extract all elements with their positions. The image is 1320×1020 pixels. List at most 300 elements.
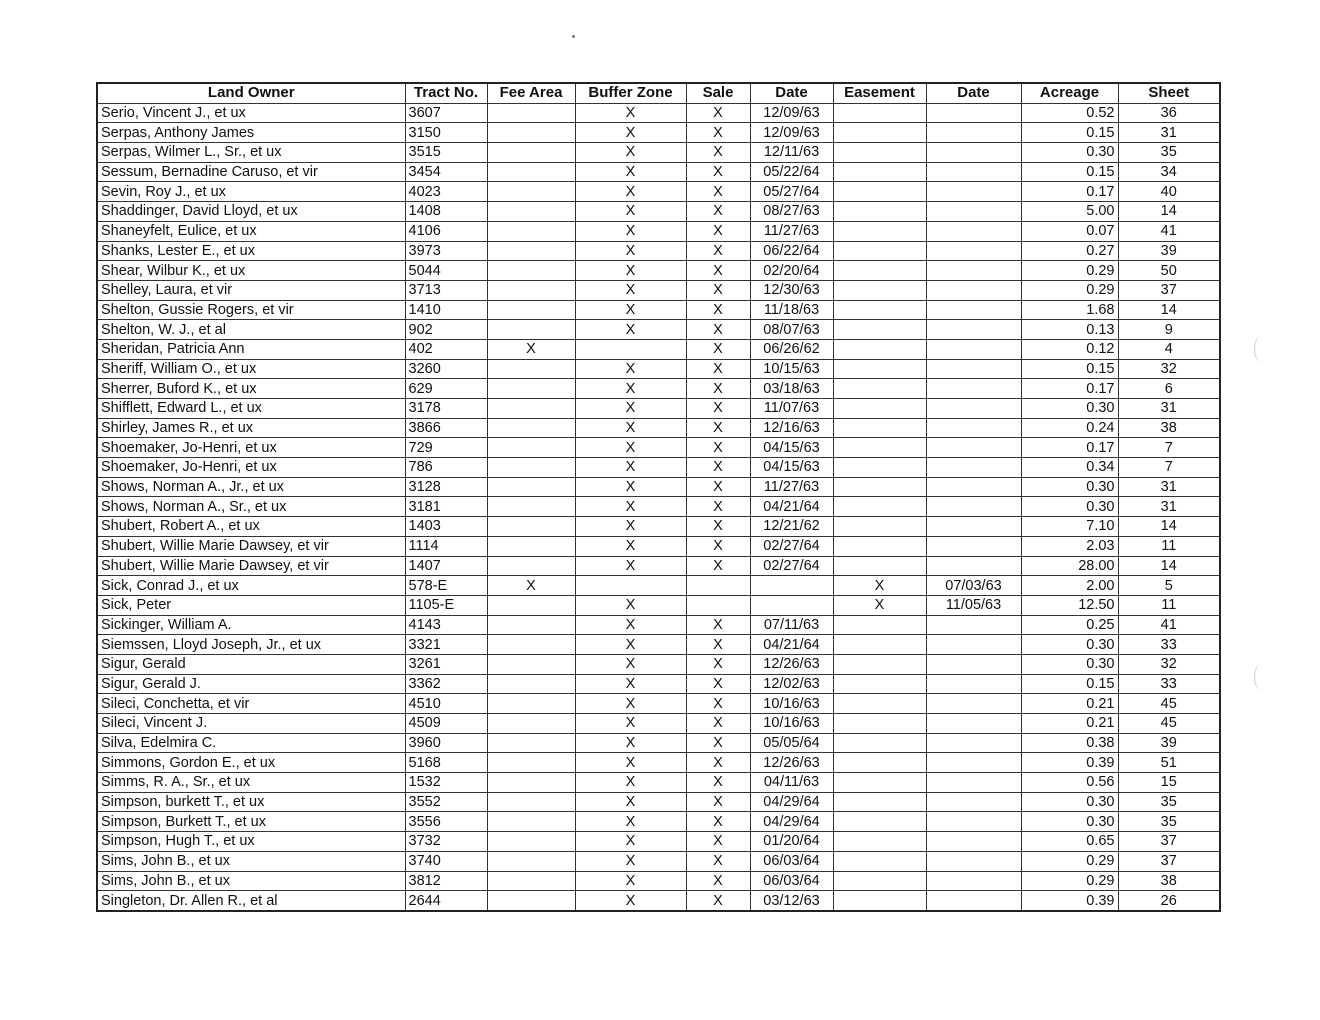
easement-date-cell <box>926 241 1021 261</box>
table-row <box>97 379 1220 399</box>
sale-cell: X <box>686 851 750 871</box>
table-row <box>97 103 1220 123</box>
fee-area-cell <box>487 399 575 419</box>
table-row <box>97 812 1220 832</box>
easement-date-cell <box>926 458 1021 478</box>
table-row <box>97 458 1220 478</box>
easement-cell <box>833 280 926 300</box>
sheet-cell: 41 <box>1118 615 1220 635</box>
sheet-cell: 7 <box>1118 458 1220 478</box>
sheet-cell: 31 <box>1118 477 1220 497</box>
tract-no-cell: 3128 <box>405 477 487 497</box>
sale-cell: X <box>686 477 750 497</box>
fee-area-cell <box>487 694 575 714</box>
sale-cell: X <box>686 792 750 812</box>
table-row <box>97 418 1220 438</box>
easement-cell <box>833 103 926 123</box>
sale-date-cell: 12/21/62 <box>750 517 833 537</box>
sheet-cell: 11 <box>1118 536 1220 556</box>
easement-cell <box>833 812 926 832</box>
sale-cell: X <box>686 714 750 734</box>
sale-cell: X <box>686 300 750 320</box>
table-row <box>97 162 1220 182</box>
tract-no-cell: 3556 <box>405 812 487 832</box>
fee-area-cell <box>487 261 575 281</box>
easement-cell <box>833 359 926 379</box>
sale-cell: X <box>686 359 750 379</box>
easement-date-cell <box>926 359 1021 379</box>
tract-no-cell: 1532 <box>405 773 487 793</box>
sale-cell: X <box>686 654 750 674</box>
sale-cell: X <box>686 261 750 281</box>
easement-cell <box>833 182 926 202</box>
land-owner-cell: Sims, John B., et ux <box>97 851 405 871</box>
easement-date-cell <box>926 202 1021 222</box>
sale-date-cell: 04/11/63 <box>750 773 833 793</box>
sheet-cell: 35 <box>1118 792 1220 812</box>
table-row <box>97 576 1220 596</box>
easement-cell: X <box>833 576 926 596</box>
acreage-cell: 2.03 <box>1021 536 1118 556</box>
sheet-cell: 39 <box>1118 733 1220 753</box>
acreage-cell: 0.25 <box>1021 615 1118 635</box>
fee-area-cell <box>487 320 575 340</box>
sheet-cell: 14 <box>1118 556 1220 576</box>
acreage-cell: 0.30 <box>1021 635 1118 655</box>
acreage-cell: 0.17 <box>1021 438 1118 458</box>
fee-area-cell <box>487 418 575 438</box>
tract-no-cell: 4106 <box>405 221 487 241</box>
buffer-zone-cell: X <box>575 399 686 419</box>
sale-cell: X <box>686 221 750 241</box>
easement-cell <box>833 123 926 143</box>
land-owner-cell: Siemssen, Lloyd Joseph, Jr., et ux <box>97 635 405 655</box>
land-owner-cell: Shaneyfelt, Eulice, et ux <box>97 221 405 241</box>
buffer-zone-cell: X <box>575 477 686 497</box>
sale-date-cell: 11/27/63 <box>750 221 833 241</box>
buffer-zone-cell: X <box>575 595 686 615</box>
sale-cell <box>686 576 750 596</box>
easement-cell <box>833 320 926 340</box>
col-tract-no: Tract No. <box>405 83 487 103</box>
tract-no-cell: 1105-E <box>405 595 487 615</box>
table-row <box>97 536 1220 556</box>
table-row <box>97 517 1220 537</box>
sale-date-cell: 04/15/63 <box>750 458 833 478</box>
fee-area-cell <box>487 891 575 911</box>
table-row <box>97 674 1220 694</box>
easement-date-cell <box>926 635 1021 655</box>
land-owner-cell: Sheridan, Patricia Ann <box>97 339 405 359</box>
sale-cell: X <box>686 280 750 300</box>
easement-date-cell <box>926 536 1021 556</box>
tract-no-cell: 786 <box>405 458 487 478</box>
acreage-cell: 0.39 <box>1021 753 1118 773</box>
table-row <box>97 359 1220 379</box>
fee-area-cell <box>487 458 575 478</box>
easement-date-cell <box>926 891 1021 911</box>
land-owner-cell: Sigur, Gerald J. <box>97 674 405 694</box>
buffer-zone-cell: X <box>575 773 686 793</box>
land-owner-cell: Simpson, Burkett T., et ux <box>97 812 405 832</box>
sale-cell: X <box>686 241 750 261</box>
fee-area-cell <box>487 536 575 556</box>
acreage-cell: 0.52 <box>1021 103 1118 123</box>
easement-date-cell <box>926 753 1021 773</box>
easement-date-cell <box>926 792 1021 812</box>
sale-date-cell: 11/07/63 <box>750 399 833 419</box>
sale-date-cell <box>750 595 833 615</box>
sheet-cell: 31 <box>1118 497 1220 517</box>
acreage-cell: 0.17 <box>1021 379 1118 399</box>
buffer-zone-cell: X <box>575 556 686 576</box>
buffer-zone-cell: X <box>575 851 686 871</box>
acreage-cell: 12.50 <box>1021 595 1118 615</box>
easement-date-cell <box>926 517 1021 537</box>
sale-cell: X <box>686 182 750 202</box>
table-body <box>97 103 1220 911</box>
acreage-cell: 0.12 <box>1021 339 1118 359</box>
table-row <box>97 202 1220 222</box>
land-owner-cell: Sims, John B., et ux <box>97 871 405 891</box>
sale-date-cell: 12/26/63 <box>750 654 833 674</box>
easement-cell <box>833 733 926 753</box>
buffer-zone-cell <box>575 576 686 596</box>
acreage-cell: 0.38 <box>1021 733 1118 753</box>
easement-cell <box>833 399 926 419</box>
land-owner-cell: Shaddinger, David Lloyd, et ux <box>97 202 405 222</box>
sale-cell: X <box>686 399 750 419</box>
easement-cell: X <box>833 595 926 615</box>
buffer-zone-cell <box>575 339 686 359</box>
fee-area-cell <box>487 477 575 497</box>
sale-date-cell: 01/20/64 <box>750 832 833 852</box>
buffer-zone-cell: X <box>575 418 686 438</box>
land-owner-cell: Shelton, W. J., et al <box>97 320 405 340</box>
tract-no-cell: 578-E <box>405 576 487 596</box>
easement-date-cell <box>926 497 1021 517</box>
fee-area-cell <box>487 556 575 576</box>
land-owner-cell: Serio, Vincent J., et ux <box>97 103 405 123</box>
buffer-zone-cell: X <box>575 497 686 517</box>
sale-cell: X <box>686 202 750 222</box>
sale-date-cell: 08/07/63 <box>750 320 833 340</box>
easement-cell <box>833 221 926 241</box>
sheet-cell: 51 <box>1118 753 1220 773</box>
tract-no-cell: 1408 <box>405 202 487 222</box>
sheet-cell: 41 <box>1118 221 1220 241</box>
sheet-cell: 7 <box>1118 438 1220 458</box>
buffer-zone-cell: X <box>575 458 686 478</box>
sale-date-cell: 10/15/63 <box>750 359 833 379</box>
tract-no-cell: 3866 <box>405 418 487 438</box>
table-row <box>97 733 1220 753</box>
buffer-zone-cell: X <box>575 891 686 911</box>
easement-cell <box>833 556 926 576</box>
acreage-cell: 0.21 <box>1021 714 1118 734</box>
sale-cell: X <box>686 891 750 911</box>
sheet-cell: 40 <box>1118 182 1220 202</box>
sale-date-cell: 12/09/63 <box>750 123 833 143</box>
table-row <box>97 143 1220 163</box>
land-owner-cell: Shelton, Gussie Rogers, et vir <box>97 300 405 320</box>
sheet-cell: 38 <box>1118 418 1220 438</box>
tract-no-cell: 5044 <box>405 261 487 281</box>
buffer-zone-cell: X <box>575 280 686 300</box>
sale-date-cell: 05/05/64 <box>750 733 833 753</box>
acreage-cell: 5.00 <box>1021 202 1118 222</box>
land-owner-cell: Simms, R. A., Sr., et ux <box>97 773 405 793</box>
easement-date-cell <box>926 674 1021 694</box>
acreage-cell: 0.30 <box>1021 143 1118 163</box>
easement-cell <box>833 497 926 517</box>
easement-date-cell <box>926 418 1021 438</box>
fee-area-cell <box>487 792 575 812</box>
buffer-zone-cell: X <box>575 300 686 320</box>
land-owner-cell: Shoemaker, Jo-Henri, et ux <box>97 438 405 458</box>
sale-cell: X <box>686 103 750 123</box>
acreage-cell: 0.29 <box>1021 871 1118 891</box>
tract-no-cell: 3960 <box>405 733 487 753</box>
sheet-cell: 39 <box>1118 241 1220 261</box>
sheet-cell: 35 <box>1118 812 1220 832</box>
buffer-zone-cell: X <box>575 674 686 694</box>
land-owner-cell: Simpson, Hugh T., et ux <box>97 832 405 852</box>
sheet-cell: 4 <box>1118 339 1220 359</box>
land-owner-cell: Shelley, Laura, et vir <box>97 280 405 300</box>
acreage-cell: 0.15 <box>1021 123 1118 143</box>
easement-cell <box>833 832 926 852</box>
sale-date-cell: 04/21/64 <box>750 497 833 517</box>
easement-cell <box>833 635 926 655</box>
buffer-zone-cell: X <box>575 536 686 556</box>
sale-cell: X <box>686 458 750 478</box>
table-row <box>97 300 1220 320</box>
tract-no-cell: 4510 <box>405 694 487 714</box>
sale-cell: X <box>686 438 750 458</box>
easement-cell <box>833 261 926 281</box>
sale-date-cell: 04/29/64 <box>750 792 833 812</box>
tract-no-cell: 3713 <box>405 280 487 300</box>
sheet-cell: 50 <box>1118 261 1220 281</box>
col-fee-area: Fee Area <box>487 83 575 103</box>
table-row <box>97 891 1220 911</box>
easement-cell <box>833 654 926 674</box>
easement-cell <box>833 517 926 537</box>
table-row <box>97 792 1220 812</box>
easement-date-cell <box>926 221 1021 241</box>
sale-date-cell: 11/27/63 <box>750 477 833 497</box>
tract-no-cell: 3732 <box>405 832 487 852</box>
sale-date-cell: 07/11/63 <box>750 615 833 635</box>
col-easement-date: Date <box>926 83 1021 103</box>
buffer-zone-cell: X <box>575 714 686 734</box>
sheet-cell: 36 <box>1118 103 1220 123</box>
sale-date-cell <box>750 576 833 596</box>
sale-date-cell: 04/15/63 <box>750 438 833 458</box>
land-owner-cell: Shubert, Willie Marie Dawsey, et vir <box>97 536 405 556</box>
easement-date-cell <box>926 399 1021 419</box>
easement-date-cell <box>926 300 1021 320</box>
tract-no-cell: 4143 <box>405 615 487 635</box>
table-row <box>97 438 1220 458</box>
fee-area-cell <box>487 714 575 734</box>
fee-area-cell <box>487 359 575 379</box>
sale-cell: X <box>686 339 750 359</box>
sale-cell: X <box>686 615 750 635</box>
table-row <box>97 714 1220 734</box>
tract-no-cell: 2644 <box>405 891 487 911</box>
easement-cell <box>833 773 926 793</box>
land-owner-cell: Sheriff, William O., et ux <box>97 359 405 379</box>
sale-date-cell: 06/22/64 <box>750 241 833 261</box>
sheet-cell: 31 <box>1118 399 1220 419</box>
buffer-zone-cell: X <box>575 871 686 891</box>
land-owner-cell: Singleton, Dr. Allen R., et al <box>97 891 405 911</box>
punch-hole-mark <box>1254 664 1269 690</box>
easement-cell <box>833 753 926 773</box>
tract-no-cell: 402 <box>405 339 487 359</box>
acreage-cell: 0.30 <box>1021 654 1118 674</box>
sale-date-cell: 03/18/63 <box>750 379 833 399</box>
punch-hole-mark <box>1254 336 1269 362</box>
land-owner-cell: Sevin, Roy J., et ux <box>97 182 405 202</box>
tract-no-cell: 629 <box>405 379 487 399</box>
sheet-cell: 35 <box>1118 143 1220 163</box>
acreage-cell: 0.65 <box>1021 832 1118 852</box>
easement-date-cell <box>926 123 1021 143</box>
sheet-cell: 14 <box>1118 202 1220 222</box>
sale-date-cell: 06/26/62 <box>750 339 833 359</box>
table-row <box>97 182 1220 202</box>
sheet-cell: 33 <box>1118 674 1220 694</box>
sheet-cell: 37 <box>1118 280 1220 300</box>
fee-area-cell: X <box>487 576 575 596</box>
table-row <box>97 851 1220 871</box>
easement-date-cell <box>926 832 1021 852</box>
easement-date-cell: 07/03/63 <box>926 576 1021 596</box>
sale-cell: X <box>686 773 750 793</box>
sale-cell: X <box>686 162 750 182</box>
fee-area-cell <box>487 733 575 753</box>
easement-date-cell <box>926 556 1021 576</box>
buffer-zone-cell: X <box>575 202 686 222</box>
tract-no-cell: 3552 <box>405 792 487 812</box>
col-land-owner: Land Owner <box>97 83 405 103</box>
sheet-cell: 31 <box>1118 123 1220 143</box>
buffer-zone-cell: X <box>575 654 686 674</box>
easement-date-cell <box>926 438 1021 458</box>
acreage-cell: 0.30 <box>1021 399 1118 419</box>
sheet-cell: 37 <box>1118 851 1220 871</box>
sale-date-cell: 12/02/63 <box>750 674 833 694</box>
sale-cell: X <box>686 517 750 537</box>
sale-date-cell: 12/26/63 <box>750 753 833 773</box>
sale-date-cell: 11/18/63 <box>750 300 833 320</box>
table-row <box>97 320 1220 340</box>
land-owner-cell: Sigur, Gerald <box>97 654 405 674</box>
easement-cell <box>833 792 926 812</box>
buffer-zone-cell: X <box>575 320 686 340</box>
easement-date-cell <box>926 280 1021 300</box>
land-owner-cell: Sileci, Vincent J. <box>97 714 405 734</box>
col-buffer-zone: Buffer Zone <box>575 83 686 103</box>
tract-no-cell: 3261 <box>405 654 487 674</box>
fee-area-cell <box>487 654 575 674</box>
easement-date-cell <box>926 477 1021 497</box>
sale-date-cell: 06/03/64 <box>750 851 833 871</box>
easement-date-cell <box>926 654 1021 674</box>
table-row <box>97 832 1220 852</box>
easement-cell <box>833 241 926 261</box>
sheet-cell: 37 <box>1118 832 1220 852</box>
land-owner-table <box>96 82 1221 912</box>
easement-date-cell <box>926 339 1021 359</box>
sale-date-cell: 12/16/63 <box>750 418 833 438</box>
acreage-cell: 0.15 <box>1021 162 1118 182</box>
buffer-zone-cell: X <box>575 792 686 812</box>
sale-date-cell: 08/27/63 <box>750 202 833 222</box>
buffer-zone-cell: X <box>575 517 686 537</box>
table-row <box>97 497 1220 517</box>
easement-cell <box>833 615 926 635</box>
buffer-zone-cell: X <box>575 162 686 182</box>
fee-area-cell <box>487 103 575 123</box>
buffer-zone-cell: X <box>575 438 686 458</box>
sale-cell: X <box>686 871 750 891</box>
sale-cell: X <box>686 694 750 714</box>
land-owner-cell: Shear, Wilbur K., et ux <box>97 261 405 281</box>
easement-date-cell <box>926 162 1021 182</box>
buffer-zone-cell: X <box>575 694 686 714</box>
easement-cell <box>833 379 926 399</box>
easement-cell <box>833 536 926 556</box>
land-owner-cell: Shubert, Robert A., et ux <box>97 517 405 537</box>
land-owner-cell: Shubert, Willie Marie Dawsey, et vir <box>97 556 405 576</box>
acreage-cell: 0.13 <box>1021 320 1118 340</box>
sale-date-cell: 05/22/64 <box>750 162 833 182</box>
easement-cell <box>833 339 926 359</box>
acreage-cell: 0.30 <box>1021 497 1118 517</box>
sale-date-cell: 04/21/64 <box>750 635 833 655</box>
fee-area-cell <box>487 300 575 320</box>
tract-no-cell: 902 <box>405 320 487 340</box>
fee-area-cell <box>487 497 575 517</box>
buffer-zone-cell: X <box>575 379 686 399</box>
fee-area-cell <box>487 143 575 163</box>
acreage-cell: 0.30 <box>1021 477 1118 497</box>
sale-cell: X <box>686 812 750 832</box>
sale-cell: X <box>686 753 750 773</box>
scan-speck <box>572 35 575 38</box>
tract-no-cell: 3454 <box>405 162 487 182</box>
buffer-zone-cell: X <box>575 733 686 753</box>
easement-cell <box>833 300 926 320</box>
buffer-zone-cell: X <box>575 261 686 281</box>
sale-cell: X <box>686 123 750 143</box>
table-row <box>97 477 1220 497</box>
land-owner-cell: Shanks, Lester E., et ux <box>97 241 405 261</box>
easement-cell <box>833 891 926 911</box>
easement-date-cell <box>926 773 1021 793</box>
land-owner-cell: Shows, Norman A., Sr., et ux <box>97 497 405 517</box>
sheet-cell: 11 <box>1118 595 1220 615</box>
sheet-cell: 9 <box>1118 320 1220 340</box>
fee-area-cell <box>487 595 575 615</box>
buffer-zone-cell: X <box>575 103 686 123</box>
easement-date-cell: 11/05/63 <box>926 595 1021 615</box>
sheet-cell: 14 <box>1118 300 1220 320</box>
